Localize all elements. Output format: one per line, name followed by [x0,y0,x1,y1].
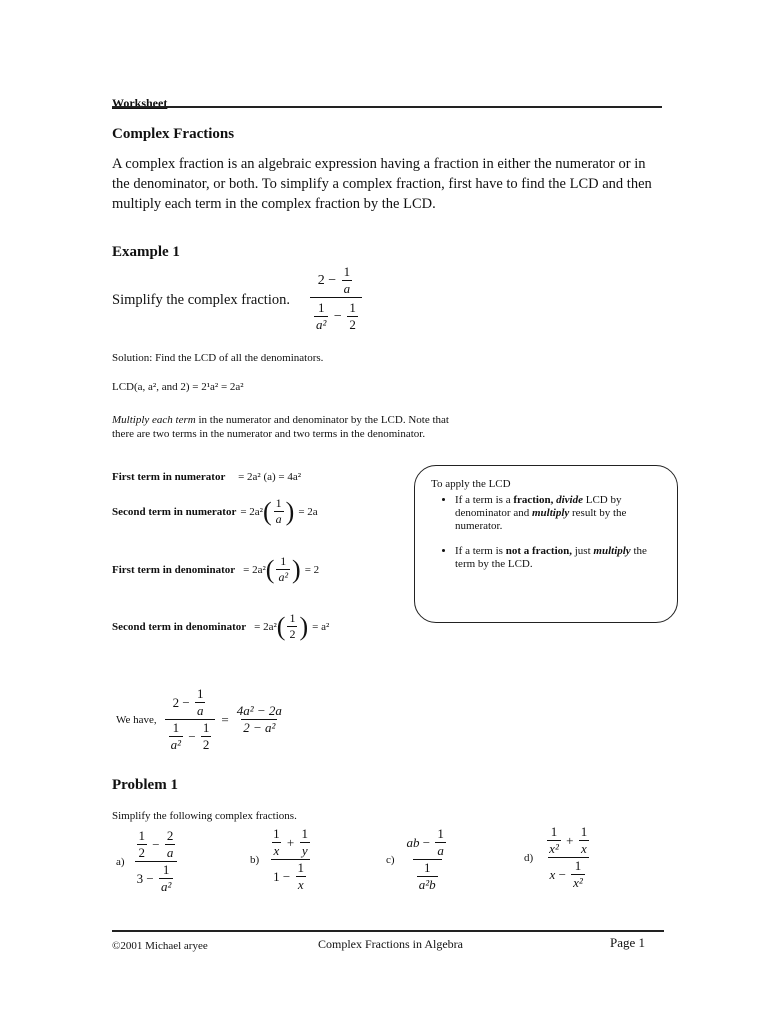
example-prompt: Simplify the complex fraction. [112,292,290,308]
header-rule [112,106,662,108]
lcd-line: LCD(a, a², and 2) = 2¹a² = 2a² [112,381,244,393]
callout-bullet-not-fraction: • If a term is not a fraction, just multiply the term by the LCD. [455,545,661,571]
step-second-numerator: Second term in numerator = 2a² ( $\frac{1}{a}$ ) = 2a [112,496,318,526]
example-heading: Example 1 [112,244,180,260]
we-have-label: We have, [116,713,157,726]
lcd-callout-box [414,465,678,623]
problem-label: b) [250,853,260,866]
problem-label: c) [386,853,395,866]
step-result: = 2a [298,505,318,518]
problem-heading: Problem 1 [112,777,178,793]
step-first-denominator: First term in denominator = 2a² ( $\frac{1}{\text{a²}}$ ) = 2 [112,554,320,584]
result-denominator: 2 − a² [243,720,276,735]
footer-title: Complex Fractions in Algebra [318,937,463,951]
footer-rule [112,930,664,932]
step-label: Second term in denominator [112,620,247,633]
worksheet-label: Worksheet [112,96,168,110]
step-label: Second term in numerator [112,505,237,518]
step-lhs: = 2a² [240,505,263,518]
problem-instruction: Simplify the following complex fractions. [112,810,297,822]
multiply-note: Note that there are two terms in the numerator and two terms in the denominator. [112,414,449,440]
page-number: Page 1 [610,935,646,950]
step-expression: = 2a² (a) = 4a² [238,471,302,483]
step-label: First term in numerator [112,471,226,483]
step-first-numerator [112,471,301,483]
problem-c: c) ab − $\frac{1}{a}$ $\frac{1}{\text{a²b}}$ [386,826,444,892]
problem-a: a) $\frac{1}{2}$ − $\frac{2}{a}$ 3 − $\frac{1}{\text{a²}}$ [116,828,181,895]
intro-paragraph: A complex fraction is an algebraic expression having a fraction in either the numerator or in the denominator, or both. To simplify a complex fraction, first have to find the LCD and then multiply each term in the complex fraction by the LCD. [112,156,652,212]
step-second-denominator: Second term in denominator = 2a² ( $\frac{1}{2}$ ) = a² [112,611,330,641]
callout-bullet-fraction: • If a term is a fraction, divide LCD by denominator and multiply result by the numerator. [455,494,661,533]
example-complex-fraction: 2 − $\frac{1}{a}$ $\frac{1}{\text{a²}}$ − $\frac{1}{2}$ [308,264,364,333]
multiply-emphasis: Multiply each term [112,414,196,426]
step-label: First term in denominator [112,563,236,576]
multiply-rest: in the numerator and denominator by the LCD. [195,414,406,426]
problem-b: b) $\frac{1}{x}$ + $\frac{1}{y}$ 1 − $\frac{1}{x}$ [250,826,309,892]
problem-d: d) $\frac{1}{\text{x²}}$ + $\frac{1}{x}$ x − $\frac{1}{\text{x²}}$ [524,824,588,890]
step-result: = 2 [304,563,320,576]
example-result: We have, 2 − $\frac{1}{a}$ $\frac{1}{\text{a²}}$ − $\frac{1}{2}$ = $\frac{\text{4a² − 2a}}{\text{2 − a²}}$ [116,686,282,752]
page-title: Complex Fractions [112,126,235,142]
problem-label: a) [116,855,125,868]
step-lhs: = 2a² [254,620,277,633]
problem-label: d) [524,851,534,864]
multiply-instruction [112,413,472,441]
step-result: = a² [312,620,330,633]
footer-copyright: ©2001 Michael aryee [112,940,208,952]
callout-title: To apply the LCD [431,478,511,490]
result-numerator: 4a² − 2a [236,703,282,718]
solution-line: Solution: Find the LCD of all the denominators. [112,352,324,364]
step-lhs: = 2a² [243,563,266,576]
